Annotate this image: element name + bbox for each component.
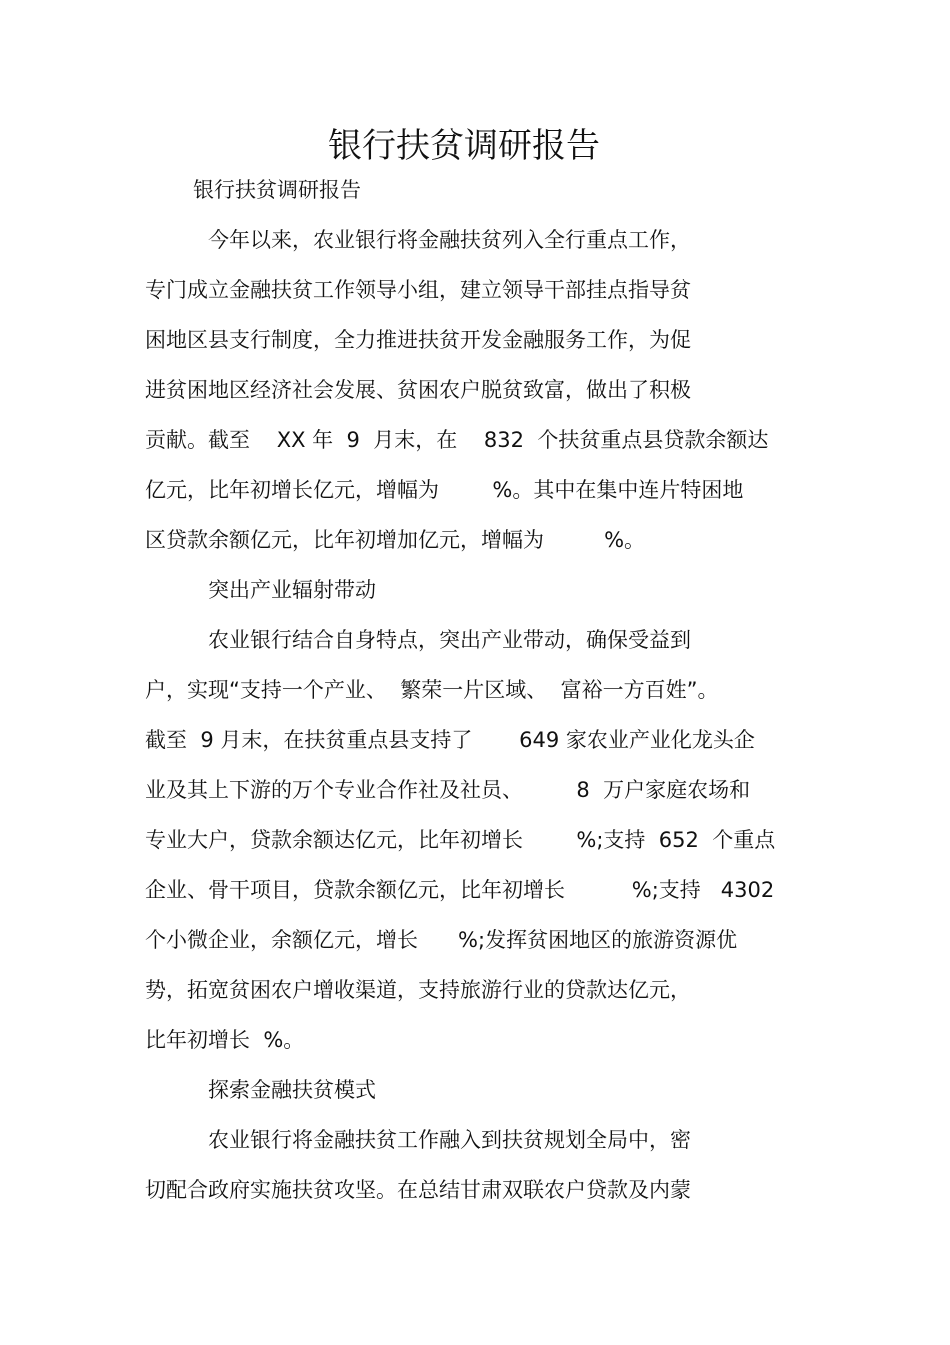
paragraph-line: 区贷款余额亿元，比年初增加亿元，增幅为 %。: [145, 528, 646, 552]
paragraph-line: 农业银行将金融扶贫工作融入到扶贫规划全局中，密: [208, 1128, 691, 1152]
paragraph-line: 比年初增长 %。: [145, 1028, 305, 1052]
paragraph-line: 截至 9 月末，在扶贫重点县支持了 649 家农业产业化龙头企: [145, 728, 755, 752]
section-heading: 突出产业辐射带动: [208, 578, 376, 602]
paragraph-line: 困地区县支行制度，全力推进扶贫开发金融服务工作，为促: [145, 328, 691, 352]
paragraph-line: 专门成立金融扶贫工作领导小组，建立领导干部挂点指导贫: [145, 278, 691, 302]
paragraph-line: 今年以来，农业银行将金融扶贫列入全行重点工作，: [208, 228, 691, 252]
paragraph-line: 亿元，比年初增长亿元，增幅为 %。其中在集中连片特困地: [145, 478, 744, 502]
paragraph-line: 企业、骨干项目，贷款余额亿元，比年初增长 %;支持 4302: [145, 878, 775, 902]
subtitle-line: 银行扶贫调研报告: [193, 178, 361, 202]
paragraph-line: 业及其上下游的万个专业合作社及社员、 8 万户家庭农场和: [145, 778, 751, 802]
paragraph-line: 进贫困地区经济社会发展、贫困农户脱贫致富，做出了积极: [145, 378, 691, 402]
paragraph-line: 户，实现“支持一个产业、 繁荣一片区域、 富裕一方百姓”。: [145, 678, 719, 702]
paragraph-line: 农业银行结合自身特点，突出产业带动，确保受益到: [208, 628, 691, 652]
paragraph-line: 势，拓宽贫困农户增收渠道，支持旅游行业的贷款达亿元，: [145, 978, 691, 1002]
paragraph-line: 个小微企业，余额亿元，增长 %;发挥贫困地区的旅游资源优: [145, 928, 738, 952]
document-title: 银行扶贫调研报告: [328, 126, 600, 166]
paragraph-line: 贡献。截至 XX 年 9 月末，在 832 个扶贫重点县贷款余额达: [145, 428, 769, 452]
section-heading: 探索金融扶贫模式: [208, 1078, 376, 1102]
paragraph-line: 切配合政府实施扶贫攻坚。在总结甘肃双联农户贷款及内蒙: [145, 1178, 691, 1202]
paragraph-line: 专业大户，贷款余额达亿元，比年初增长 %;支持 652 个重点: [145, 828, 776, 852]
